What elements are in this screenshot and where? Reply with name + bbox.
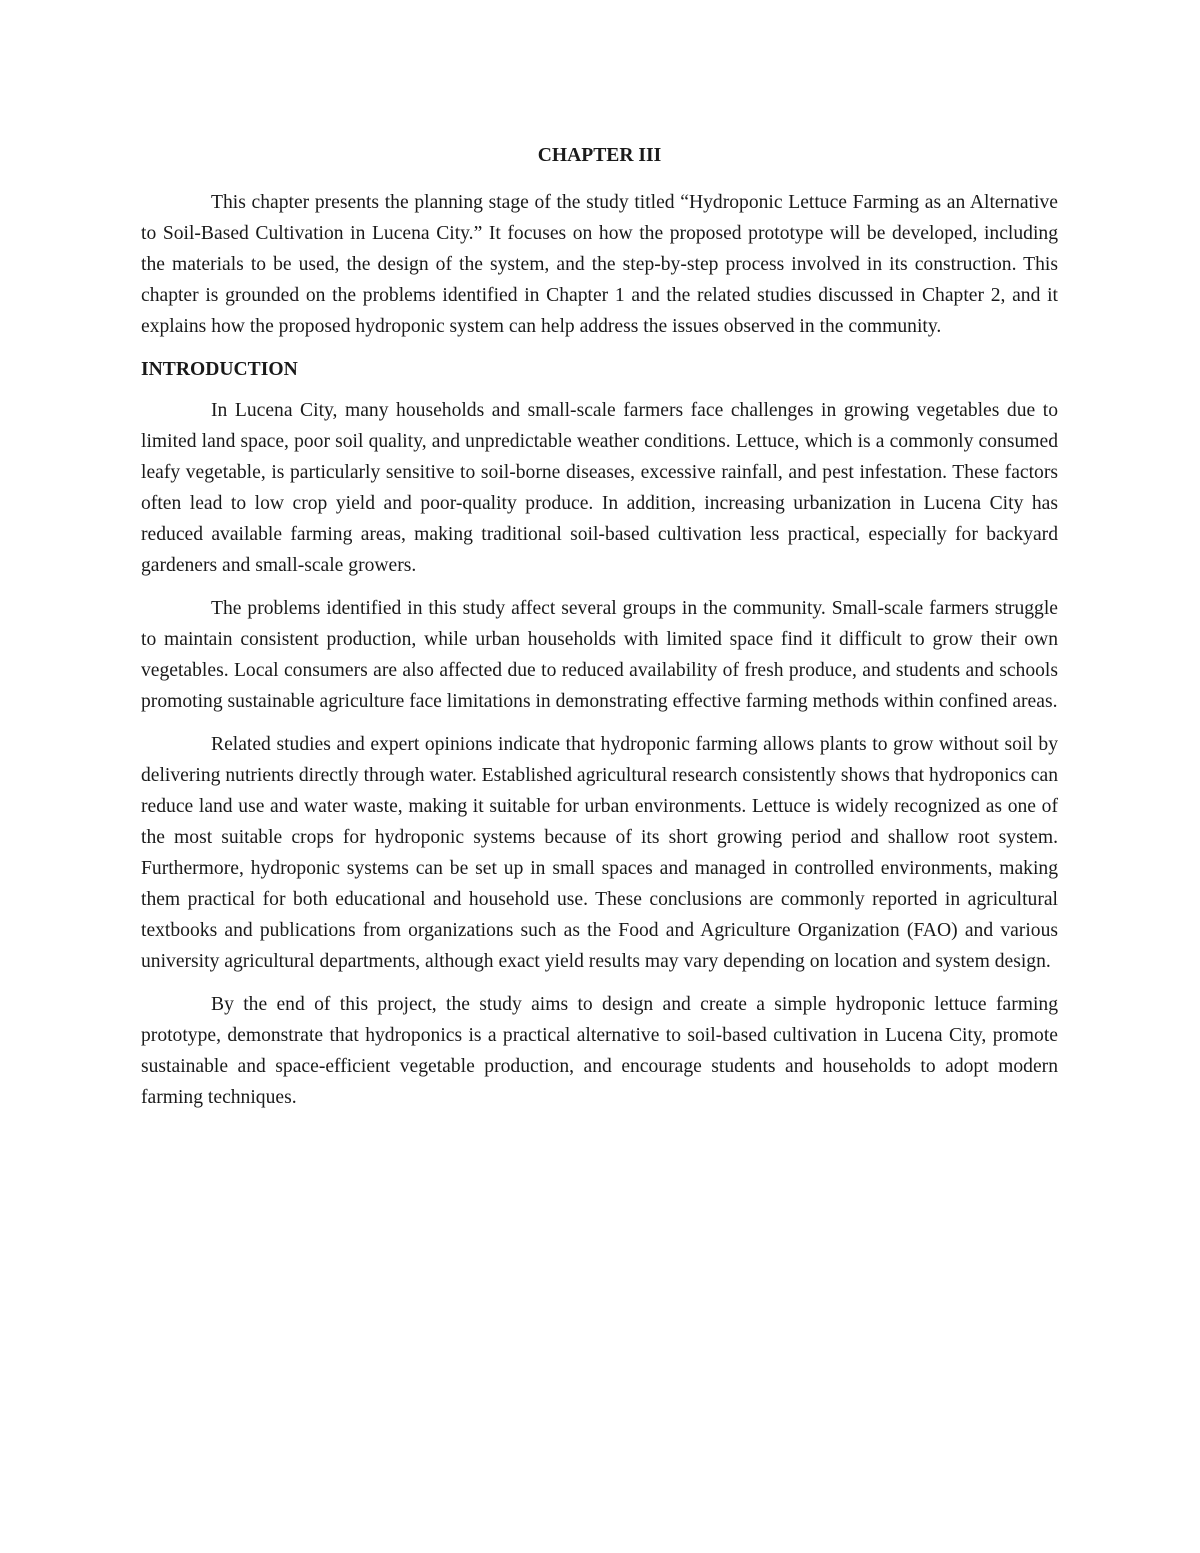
chapter-title: CHAPTER III [537,145,662,166]
body-paragraph: Related studies and expert opinions indicate that hydroponic farming allows plants to grow without soil by delivering nutrients directly through water. Established agricultural research consistently shows that hydroponics can reduce land use and water waste, making it suitable for urban environments. Lettuce is widely recognized as one of the most suitable crops for hydroponic systems because of its short growing period and shallow root system. Furthermore, hydroponic systems can be set up in small spaces and managed in controlled environments, making them practical for both educational and household use. These conclusions are commonly reported in agricultural textbooks and publications from organizations such as the Food and Agriculture Organization (FAO) and various university agricultural departments, although exact yield results may vary depending on location and system design. [141,734,1058,972]
document-body [141,140,1058,1125]
body-paragraph: By the end of this project, the study aims to design and create a simple hydroponic lettuce farming prototype, demonstrate that hydroponics is a practical alternative to soil-based cultivation in Lucena City, promote sustainable and space-efficient vegetable production, and encourage students and households to adopt modern farming techniques. [141,994,1058,1108]
chapter-intro-paragraph: This chapter presents the planning stage of the study titled “Hydroponic Lettuce Farming as an Alternative to Soil-Based Cultivation in Lucena City.” It focuses on how the proposed prototype will be developed, including the materials to be used, the design of the system, and the step-by-step process involved in its construction. This chapter is grounded on the problems identified in Chapter 1 and the related studies discussed in Chapter 2, and it explains how the proposed hydroponic system can help address the issues observed in the community. [141,192,1058,337]
section-heading-introduction: INTRODUCTION [141,359,298,380]
body-paragraph: The problems identified in this study affect several groups in the community. Small-scale farmers struggle to maintain consistent production, while urban households with limited space find it difficult to grow their own vegetables. Local consumers are also affected due to reduced availability of fresh produce, and students and schools promoting sustainable agriculture face limitations in demonstrating effective farming methods within confined areas. [141,598,1058,712]
body-paragraph: In Lucena City, many households and small-scale farmers face challenges in growing vegetables due to limited land space, poor soil quality, and unpredictable weather conditions. Lettuce, which is a commonly consumed leafy vegetable, is particularly sensitive to soil-borne diseases, excessive rainfall, and pest infestation. These factors often lead to low crop yield and poor-quality produce. In addition, increasing urbanization in Lucena City has reduced available farming areas, making traditional soil-based cultivation less practical, especially for backyard gardeners and small-scale growers. [141,400,1058,576]
